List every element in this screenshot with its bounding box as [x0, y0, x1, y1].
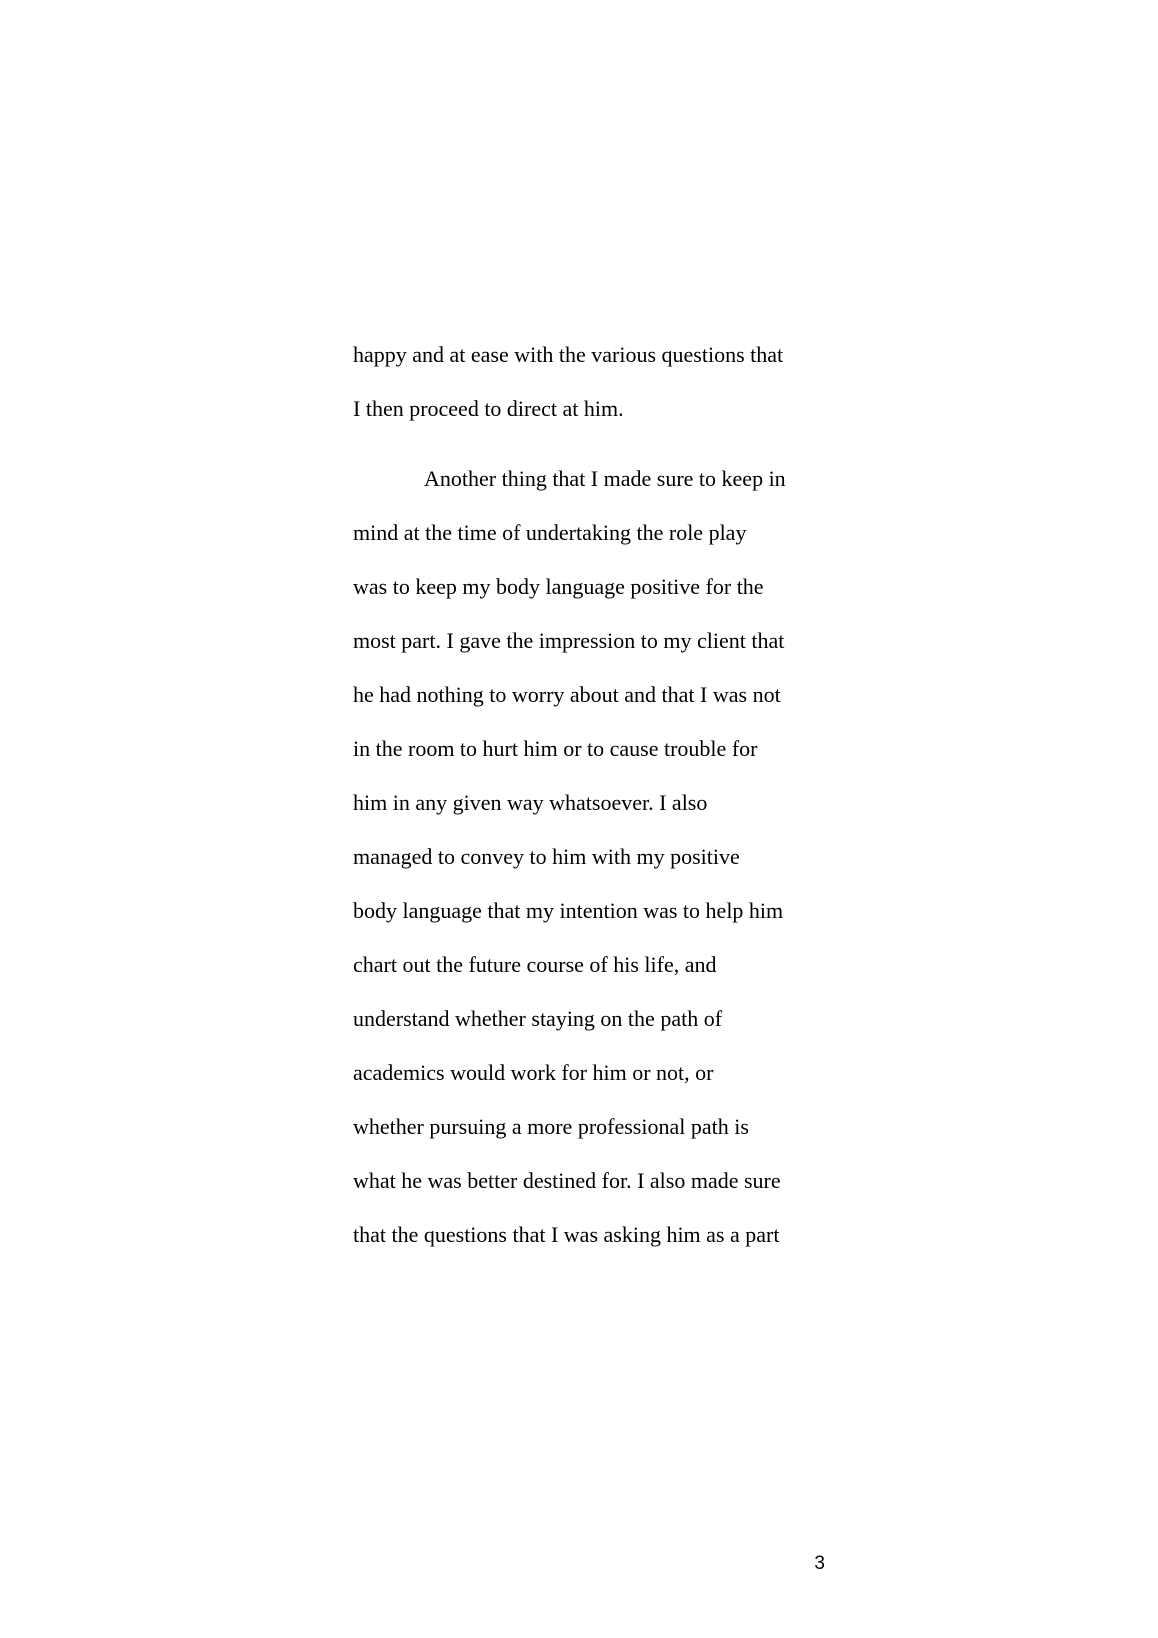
text-line: body language that my intention was to help him — [353, 898, 784, 923]
text-line: what he was better destined for. I also made sure — [353, 1168, 781, 1193]
body-text — [353, 344, 823, 1278]
text-line: in the room to hurt him or to cause trouble for — [353, 736, 758, 761]
paragraph — [353, 344, 823, 452]
text-line: that the questions that I was asking him as a part — [353, 1222, 780, 1247]
text-line: him in any given way whatsoever. I also — [353, 790, 708, 815]
text-line: he had nothing to worry about and that I was not — [353, 682, 781, 707]
text-line: chart out the future course of his life, and — [353, 952, 717, 977]
text-line: happy and at ease with the various questions that — [353, 342, 784, 367]
text-line: was to keep my body language positive for the — [353, 574, 764, 599]
text-line: whether pursuing a more professional path is — [353, 1114, 749, 1139]
page-number: 3 — [814, 1553, 825, 1574]
text-line: I then proceed to direct at him. — [353, 396, 624, 421]
text-line: managed to convey to him with my positive — [353, 844, 740, 869]
text-line-first-indented: Another thing that I made sure to keep in — [424, 466, 786, 491]
text-line: mind at the time of undertaking the role play — [353, 520, 747, 545]
text-line: understand whether staying on the path of — [353, 1006, 723, 1031]
paragraph — [353, 468, 823, 1278]
text-line: academics would work for him or not, or — [353, 1060, 714, 1085]
text-line: most part. I gave the impression to my client that — [353, 628, 785, 653]
